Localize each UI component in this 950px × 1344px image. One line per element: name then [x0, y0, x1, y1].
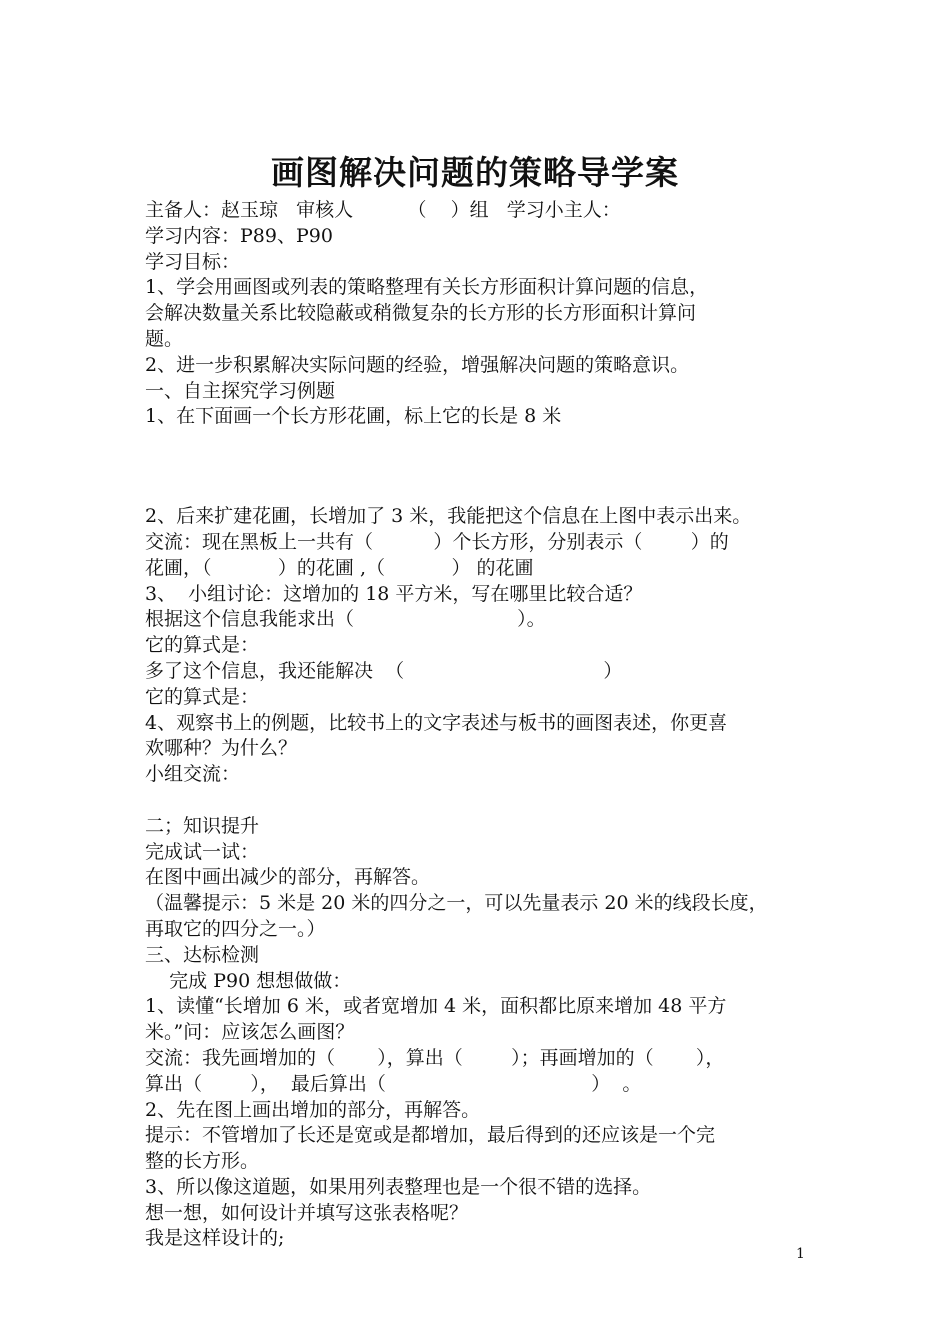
section-1-question-4-line-2: 欢哪种？为什么？ — [145, 737, 298, 760]
section-3-design: 我是这样设计的; — [145, 1227, 285, 1250]
section-2-hint-line-2: 再取它的四分之一。） — [145, 917, 326, 940]
section-1-question-3: 3、 小组讨论：这增加的 18 平方米，写在哪里比较合适？ — [145, 582, 643, 605]
page-number: 1 — [796, 1246, 805, 1262]
section-2-try: 完成试一试： — [145, 840, 260, 863]
blank-line — [145, 788, 825, 814]
section-1-exchange-line-1: 交流：现在黑板上一共有（ ）个长方形，分别表示（ ）的 — [145, 530, 729, 553]
section-3-question-1-line-1: 1、读懂“长增加 6 米，或者宽增加 4 米，面积都比原来增加 48 平方 — [145, 995, 727, 1018]
section-1-solve-2: 多了这个信息，我还能解决 （ ） — [145, 659, 623, 682]
section-3-question-2: 2、先在图上画出增加的部分，再解答。 — [145, 1098, 481, 1121]
section-3-task: 完成 P90 想想做做： — [145, 969, 352, 992]
section-1-formula-2: 它的算式是： — [145, 685, 260, 708]
section-3-tip-line-1: 提示：不管增加了长还是宽或是都增加，最后得到的还应该是一个完 — [145, 1124, 716, 1147]
section-2-heading: 二；知识提升 — [145, 814, 260, 837]
section-3-heading: 三、达标检测 — [145, 943, 260, 966]
section-3-question-1-line-2: 米。”问：应该怎么画图？ — [145, 1021, 355, 1044]
learning-goals-label: 学习目标： — [145, 250, 241, 273]
section-1-question-2: 2、后来扩建花圃，长增加了 3 米，我能把这个信息在上图中表示出来。 — [145, 505, 752, 528]
goal-2: 2、进一步积累解决实际问题的经验，增强解决问题的策略意识。 — [145, 353, 690, 376]
preparer-line: 主备人：赵玉琼 审核人 （ ）组 学习小主人： — [145, 199, 621, 221]
section-3-exchange-line-1: 交流：我先画增加的（ ），算出（ ）；再画增加的（ ）， — [145, 1046, 725, 1069]
section-3-think: 想一想，如何设计并填写这张表格呢？ — [145, 1201, 469, 1224]
section-1-group-exchange: 小组交流： — [145, 763, 241, 786]
section-1-question-4-line-1: 4、观察书上的例题，比较书上的文字表述与板书的画图表述，你更喜 — [145, 711, 728, 734]
section-1-question-1: 1、在下面画一个长方形花圃，标上它的长是 8 米 — [145, 405, 562, 428]
section-2-hint-line-1: （温馨提示：5 米是 20 米的四分之一，可以先量表示 20 米的线段长度， — [145, 892, 768, 915]
section-3-question-3: 3、所以像这道题，如果用列表整理也是一个很不错的选择。 — [145, 1175, 652, 1198]
section-3-exchange-line-2: 算出（ ）， 最后算出（ ） 。 — [145, 1072, 642, 1095]
learning-content: 学习内容：P89、P90 — [145, 224, 333, 247]
section-1-heading: 一、自主探究学习例题 — [145, 379, 336, 402]
goal-1-line-2: 会解决数量关系比较隐蔽或稍微复杂的长方形的长方形面积计算问 — [145, 302, 697, 325]
goal-1-line-3: 题。 — [145, 327, 184, 350]
section-1-formula-1: 它的算式是： — [145, 634, 260, 657]
drawing-space — [145, 430, 825, 504]
section-1-exchange-line-2: 花圃，（ ）的花圃 ,（ ） 的花圃 — [145, 556, 534, 579]
section-3-tip-line-2: 整的长方形。 — [145, 1150, 260, 1173]
section-2-draw: 在图中画出减少的部分，再解答。 — [145, 866, 431, 889]
document-body — [145, 198, 825, 1252]
page-title: 画图解决问题的策略导学案 — [271, 153, 679, 192]
goal-1-line-1: 1、学会用画图或列表的策略整理有关长方形面积计算问题的信息， — [145, 276, 709, 299]
section-1-solve-1: 根据这个信息我能求出（ ）。 — [145, 608, 546, 631]
